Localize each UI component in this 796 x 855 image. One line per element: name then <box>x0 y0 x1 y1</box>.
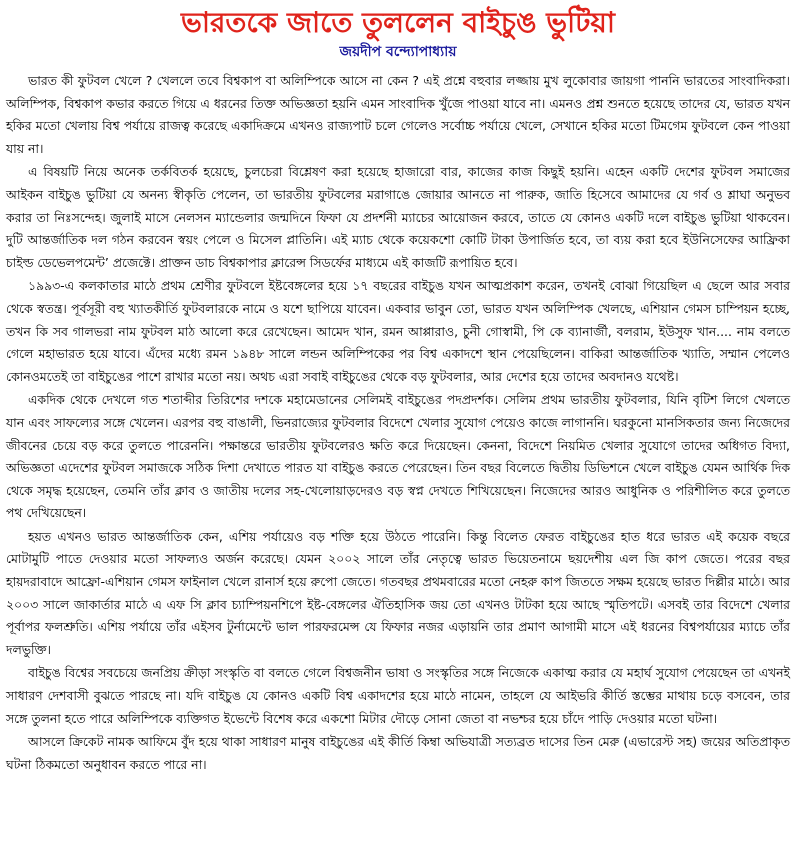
article-headline: ভারতকে জাতে তুললেন বাইচুঙ ভুটিয়া <box>180 6 615 39</box>
article-paragraph: বাইচুঙ বিশ্বের সবচেয়ে জনপ্রিয় ক্রীড়া সংস্কৃতি বা বলতে গেলে বিশ্বজনীন ভাষা ও সংস্কৃতির সঙ্গে নিজেকে একাত্ম করার যে মহার্ঘ সুযোগ পেয়েছেন তা এখনই সাধারণ দেশবাসী বুঝতে পারছে না। যদি বাইচুঙ যে কোনও একটি বিশ্ব একাদশের হয়ে মাঠে নামেন, তাহলে যে আইভরি কীর্তি স্তম্ভের মাথায় চড়ে বসবেন, তার সঙ্গে তুলনা হতে পারে অলিম্পিকে ব্যক্তিগত ইভেন্টে বিশেষ করে একশো মিটার দৌড়ে সোনা জেতা বা নভশ্চর হয়ে চাঁদে পাড়ি দেওয়ার মতো ঘটনা। <box>6 665 790 726</box>
article-paragraph: ১৯৯৩-এ কলকাতার মাঠে প্রথম শ্রেণীর ফুটবলে ইষ্টবেঙ্গলের হয়ে ১৭ বছরের বাইচুঙ যখন আত্মপ্রকাশ করেন, তখনই বোঝা গিয়েছিল এ ছেলে আর সবার থেকে স্বতন্ত্র। পূর্বসূরী বহু খ্যাতকীর্তি ফুটবলারকে নামে ও যশে ছাপিয়ে যাবেন। একবার ভাবুন তো, ভারত যখন অলিম্পিক খেলছে, এশিয়ান গেমস চাম্পিয়ন হচ্ছে, তখন কি সব গালভরা নাম ফুটবল মাঠ আলো করে রেখেছেন। আমেদ খান, রমন আপ্পারাও, চুনী গোস্বামী, পি কে ব্যানার্জী, বলরাম, ইউসুফ খান.... নাম বলতে গেলে মহাভারত হয়ে যাবে। এঁদের মধ্যে রমন ১৯৪৮ সালে লন্ডন অলিম্পিকের পর বিশ্ব একাদশে স্থান পেয়েছিলেন। বাকিরা আন্তর্জাতিক খ্যাতি, সম্মান পেলেও কোনওমতেই তা বাইচুঙের পাশে রাখার মতো নয়। অথচ এরা সবাই বাইচুঙের থেকে বড় ফুটবলার, আর দেশের হয়ে তাদের অবদানও যথেষ্ট। <box>6 278 790 384</box>
article-paragraph: আসলে ক্রিকেট নামক আফিমে বুঁদ হয়ে থাকা সাধারণ মানুষ বাইচুঙের এই কীর্তি কিম্বা অভিযাত্রী সত্যব্রত দাসের তিন মেরু (এভারেস্ট সহ) জয়ের অতিপ্রাকৃত ঘটনা ঠিকমতো অনুধাবন করতে পারে না। <box>6 734 790 772</box>
article-paragraph: হয়ত এখনও ভারত আন্তর্জাতিক কেন, এশিয় পর্যায়েও বড় শক্তি হয়ে উঠতে পারেনি। কিন্তু বিলেত ফেরত বাইচুঙের হাত ধরে ভারত এই কয়েক বছরে মোটামুটি পাতে দেওয়ার মতো সাফল্যও অর্জন করেছে। যেমন ২০০২ সালে তাঁর নেতৃত্বে ভারত ভিয়েতনামে ছয়দেশীয় এল জি কাপ জেতে। পরের বছর হায়দরাবাদে আফ্রো-এশিয়ান গেমস ফাইনাল খেলে রানার্স হয়ে রুপো জেতে। গতবছর প্রথমবারের মতো নেহরু কাপ জিততে সক্ষম হয়েছে ভারত দিল্লীর মাঠে। আর ২০০৩ সালে জাকার্তার মাঠে এ এফ সি ক্লাব চ্যাম্পিয়নশিপে ইষ্ট-বেঙ্গলের ঐতিহাসিক জয় তো এখনও টাটকা হয়ে আছে স্মৃতিপটে। এসবই তার বিদেশে খেলার পূর্বাপর ফলশ্রুতি। এশিয় পর্যায়ে তাঁর এইসব টুর্নামেন্টে ভাল পারফরমেন্স যে ফিফার নজর এড়ায়নি তার প্রমাণ আগামী মাসে এই ধরনের বিশ্বপর্যায়ের ম্যাচে তাঁর দলভুক্তি। <box>6 528 790 657</box>
article-body <box>6 70 790 776</box>
article-paragraph: একদিক থেকে দেখলে গত শতাব্দীর তিরিশের দশকে মহামেডানের সেলিমই বাইচুঙের পদপ্রদর্শক। সেলিম প্রথম ভারতীয় ফুটবলার, যিনি বৃটিশ লিগে খেলতে যান এবং সাফল্যের সঙ্গে খেলেন। এরপর বহু বাঙালী, ভিনরাজ্যের ফুটবলার বিদেশে খেলার সুযোগ পেয়েও কাজে লাগাননি। ঘরকুনো মানসিকতার জন্য নিজেদের জীবনের চেয়ে বড় করে তুলতে পারেননি। পক্ষান্তরে ভারতীয় ফুটবলেরও ক্ষতি করে দিয়েছেন। কেননা, বিদেশে নিয়মিত খেলার সুযোগে তাদের অধিগত বিদ্যা, অভিজ্ঞতা এদেশের ফুটবল সমাজকে সঠিক দিশা দেখাতে পারত যা বাইচুঙ করতে পেরেছেন। তিন বছর বিলেতে দ্বিতীয় ডিভিশনে খেলে বাইচুঙ যেমন আর্থিক দিক থেকে সমৃদ্ধ হয়েছেন, তেমনি তাঁর ক্লাব ও জাতীয় দলের সহ-খেলোয়াড়দেরও বড় স্বপ্ন দেখতে শিখিয়েছেন। নিজেদের আরও আধুনিক ও পরিশীলিত করে তুলতে পথ দেখিয়েছেন। <box>6 392 790 521</box>
article-paragraph: ভারত কী ফুটবল খেলে ? খেললে তবে বিশ্বকাপ বা অলিম্পিকে আসে না কেন ? এই প্রশ্নে বহুবার লজ্জায় মুখ লুকোবার জায়গা পাননি ভারতের সাংবাদিকরা। অলিম্পিক, বিশ্বকাপ কভার করতে গিয়ে এ ধরনের তিক্ত অভিজ্ঞতা হয়নি এমন সাংবাদিক খুঁজে পাওয়া যাবে না। এমনও প্রশ্ন শুনতে হয়েছে তাদের যে, ভারত যখন হকির মতো খেলায় বিশ্ব পর্যায়ে রাজত্ব করেছে একাদিক্রমে এখনও রাজ্যপাট চলে গেলেও সর্বোচ্চ পর্যায়ে খেলে, সেখানে হকির মতো টিমগেম ফুটবলে কেন পাওয়া যায় না। <box>6 73 790 156</box>
article-paragraph: এ বিষয়টি নিয়ে অনেক তর্কবিতর্ক হয়েছে, চুলচেরা বিশ্লেষণ করা হয়েছে হাজারো বার, কাজের কাজ কিছুই হয়নি। এহেন একটি দেশের ফুটবল সমাজের আইকন বাইচুঙ ভুটিয়া যে অনন্য স্বীকৃতি পেলেন, তা ভারতীয় ফুটবলের মরাগাঙে জোয়ার আনতে না পারুক, জাতি হিসেবে আমাদের যে গর্ব ও শ্লাঘা অনুভব করার তা নিঃসন্দেহ। জুলাই মাসে নেলসন ম্যান্ডেলার জন্মদিনে ফিফা যে প্রদর্শনী ম্যাচের আয়োজন করবে, তাতে যে কোনও একটি দলে বাইচুঙ ভুটিয়া থাকবেন। দুটি আন্তর্জাতিক দল গঠন করবেন স্বয়ং পেলে ও মিসেল প্লাতিনি। এই ম্যাচ থেকে কয়েকশো কোটি টাকা উপার্জিত হবে, তা ব্যয় করা হবে ইউনিসেফের আফ্রিকা চাইল্ড ডেভেলপমেন্ট’ প্রজেক্টে। প্রাক্তন ডাচ বিশ্বকাপার ক্লারেন্স সিডর্ফের মাধ্যমে এই কাজটি রূপায়িত হবে। <box>6 164 790 270</box>
article-byline: জয়দীপ বন্দ্যোপাধ্যায় <box>339 44 457 60</box>
